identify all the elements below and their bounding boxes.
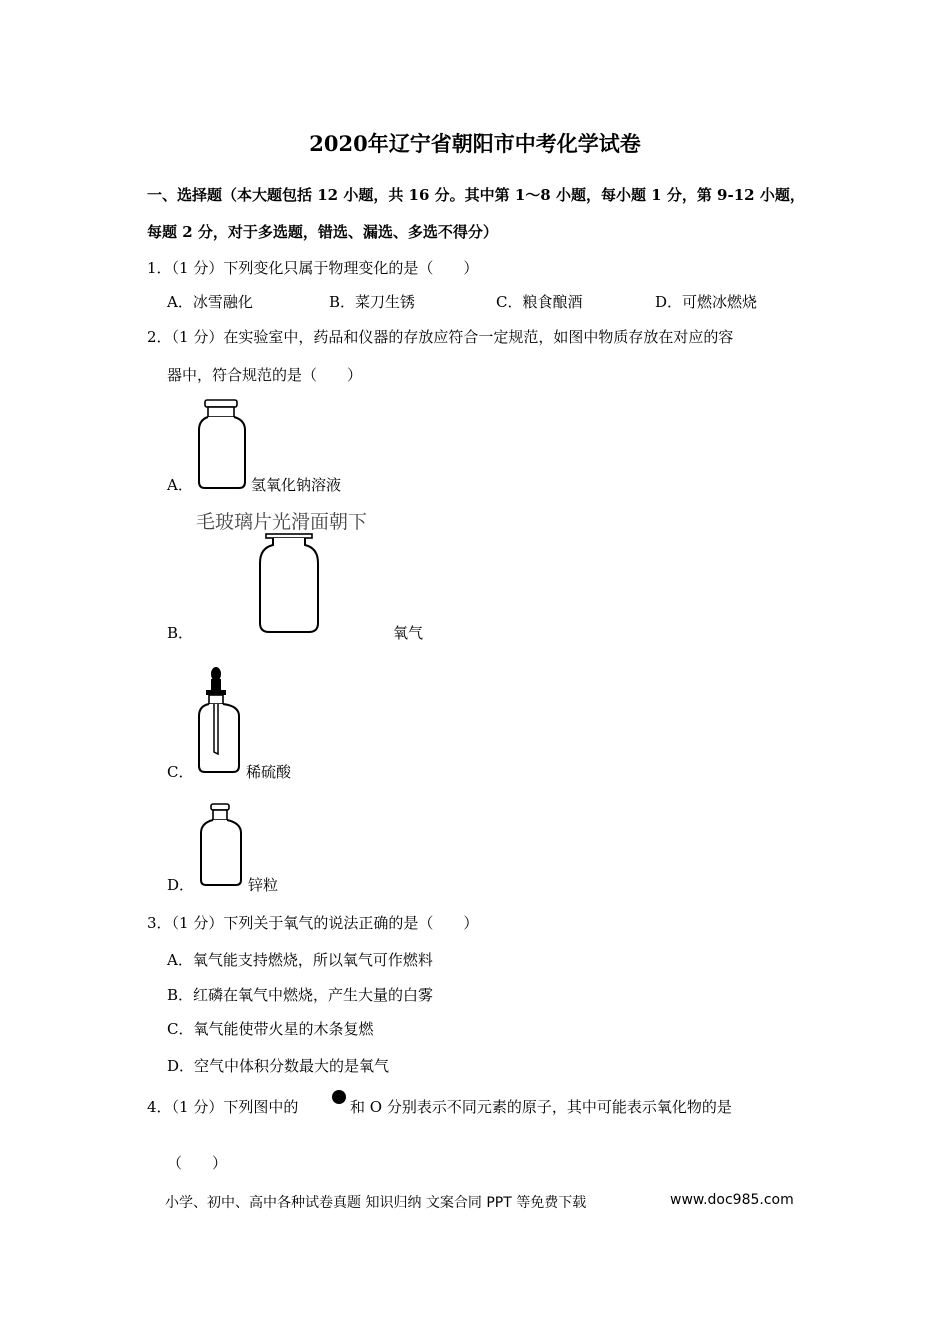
bottle-a-icon: [194, 398, 250, 490]
q2-option-b-letter: B．: [167, 624, 194, 642]
section-heading-line1: 一、选择题（本大题包括 12 小题，共 16 分。其中第 1～8 小题，每小题 1 分，第 9-12 小题，: [147, 186, 805, 204]
q2-option-d-letter: D．: [167, 876, 195, 894]
section-heading-line2: 每题 2 分，对于多选题，错选、漏选、多选不得分）: [147, 223, 498, 241]
q4-stem-start: 4．（1 分）下列图中的: [147, 1098, 299, 1116]
q2-stem-line2: 器中，符合规范的是（ ）: [167, 366, 363, 384]
q4-stem-end: 和 O 分别表示不同元素的原子，其中可能表示氧化物的是: [350, 1098, 732, 1116]
q2-option-b-label: 氧气: [393, 624, 424, 642]
footer-promo-text: 小学、初中、高中各种试卷真题 知识归纳 文案合同 PPT 等免费下载: [165, 1195, 587, 1211]
q3-option-d: D．空气中体积分数最大的是氧气: [167, 1057, 390, 1075]
q1-option-c: C．粮食酿酒: [496, 293, 583, 311]
bottle-d-icon: [198, 802, 244, 888]
q2-option-d-label: 锌粒: [248, 876, 279, 894]
q2-option-c-label: 稀硫酸: [246, 763, 292, 781]
filled-atom-icon: [331, 1089, 347, 1105]
q1-stem: 1．（1 分）下列变化只属于物理变化的是（ ）: [147, 259, 479, 277]
q3-stem: 3．（1 分）下列关于氧气的说法正确的是（ ）: [147, 914, 479, 932]
q2-stem-line1: 2．（1 分）在实验室中，药品和仪器的存放应符合一定规范，如图中物质存放在对应的容: [147, 328, 734, 346]
q2-option-a-label: 氢氧化钠溶液: [251, 476, 342, 494]
q2-option-c-letter: C．: [167, 763, 194, 781]
dropper-bottle-c-icon: [196, 666, 242, 776]
page-title: 2020年辽宁省朝阳市中考化学试卷: [309, 131, 641, 156]
q3-option-c: C．氧气能使带火星的木条复燃: [167, 1020, 374, 1038]
q2-option-b-caption: 毛玻璃片光滑面朝下: [196, 511, 368, 533]
q1-option-b: B．菜刀生锈: [329, 293, 416, 311]
q3-option-b: B．红磷在氧气中燃烧，产生大量的白雾: [167, 986, 434, 1004]
q1-option-a: A．冰雪融化: [167, 293, 253, 311]
q4-answer-paren: （ ）: [167, 1154, 228, 1172]
q3-option-a: A．氧气能支持燃烧，所以氧气可作燃料: [167, 951, 433, 969]
bottle-b-icon: [256, 533, 322, 635]
q1-option-d: D．可燃冰燃烧: [655, 293, 758, 311]
q2-option-a-letter: A．: [167, 476, 193, 494]
footer-url[interactable]: www.doc985.com: [670, 1192, 794, 1208]
